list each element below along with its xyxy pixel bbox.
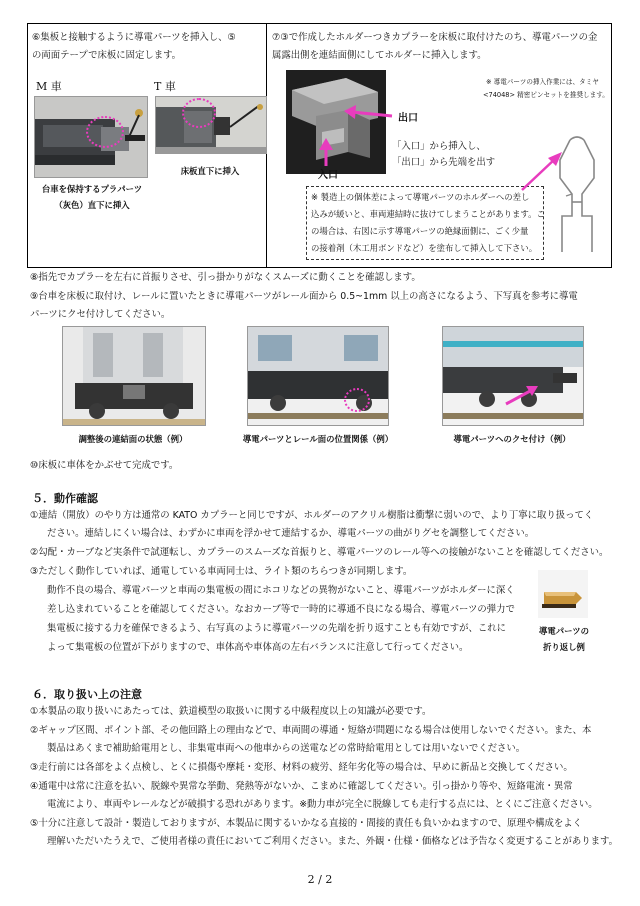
section5-p3-body-2: 差し込まれていることを確認してください。なおカーブ等で一時的に導通不良になる場合、導電パーツの弾力で — [47, 604, 515, 615]
step6-line1: ⑥集板と接触するように導電パーツを挿入し、⑤ — [32, 32, 236, 43]
section6-item-1: ①本製品の取り扱いにあたっては、鉄道模型の取扱いに関する中級程度以上の知識が必要です。 — [30, 706, 432, 717]
section5-p3: ③ただしく動作していれば、通電している車両同士は、ライト類のちらつきが同期します。 — [30, 566, 413, 577]
exit-arrow — [340, 100, 400, 126]
page-number: 2 / 2 — [307, 873, 333, 886]
insert-note-1: 「入口」から挿入し、 — [392, 141, 486, 152]
step6-line2: の両面テープで床板に固定します。 — [32, 50, 182, 61]
section5-p3-body-1: 動作不良の場合、導電パーツと車両の集電板の間にホコリなどの異物がないこと、導電パーツがホルダーに深く — [47, 585, 515, 596]
photo-caption-2: 導電パーツとレール面の位置関係（例） — [242, 434, 394, 444]
step9-line1: ⑨台車を床板に取付け、レールに置いたときに導電パーツがレール面から 0.5~1mm 以上の高さになるよう、下写真を参考に導電 — [30, 291, 578, 302]
section5-p1-line1: ①連結（開放）のやり方は通常の KATO カプラーと同じですが、ホルダーのアクリル樹脂は衝撃に弱いので、より丁寧に取り扱ってく — [30, 510, 594, 521]
m-car-caption-2: （灰色）直下に挿入 — [54, 200, 130, 210]
section6-item-5b: 理解いただいたうえで、ご使用者様の責任においてご利用ください。また、外観・仕様・価格などは予告なく変更することがあります。 — [47, 836, 618, 847]
m-car-highlight — [86, 116, 124, 148]
section6-item-3: ③走行前には各部をよく点検し、とくに損傷や摩耗・変形、材料の疲労、経年劣化等の場合は、早めに新品と交換してください。 — [30, 762, 573, 773]
step8: ⑧指先でカプラーを左右に首振りさせ、引っ掛かりがなくスムーズに動くことを確認します。 — [30, 272, 421, 283]
section6-item-4: ④通電中は常に注意を払い、脱線や異常な挙動、発熱等がないか、こまめに確認してください。引っ掛かり等や、短絡電流・異常 — [30, 781, 573, 792]
glue-note-1: ※ 製造上の個体差によって導電パーツのホルダーへの差し — [311, 192, 530, 202]
section6-heading: ６．取り扱い上の注意 — [32, 688, 142, 701]
glue-note-3: の場合は、右図に示す導電パーツの絶縁面側に、ごく少量 — [311, 226, 529, 236]
section5-p3-body-3: 集電板に接する力を確保できるよう、右写真のように導電パーツの先端を折り返すことも有効ですが、これに — [47, 623, 507, 634]
entry-arrow — [314, 136, 338, 170]
t-car-label: T 車 — [154, 80, 176, 93]
photo-caption-3: 導電パーツへのクセ付け（例） — [453, 434, 571, 444]
tool-note-2: <74048> 精密ピンセットを推奨します。 — [483, 91, 609, 99]
section5-p2: ②勾配・カーブなど実条件で試運転し、カプラーのスムーズな首振りと、導電パーツのレール等への接触がないことを確認してください。 — [30, 547, 609, 558]
t-car-caption: 床板直下に挿入 — [180, 166, 240, 176]
section5-heading: ５．動作確認 — [32, 492, 98, 505]
tool-note-1: ※ 導電パーツの挿入作業には、タミヤ — [486, 78, 599, 86]
glue-note-2: 込みが緩いと、車両連結時に抜けてしまうことがあります。こ — [311, 209, 545, 219]
entry-label: 入口 — [318, 170, 338, 181]
rail-position-highlight — [344, 388, 370, 412]
photo-rail-position — [247, 326, 389, 426]
m-car-label: M 車 — [36, 80, 62, 93]
glue-pointer-arrow — [516, 148, 566, 194]
fold-example-photo — [538, 570, 588, 618]
section6-item-4b: 電流により、車両やレールなどが破損する恐れがあります。※動力車が完全に脱線しても走行する点には、とくにご注意ください。 — [47, 799, 598, 810]
bending-pointer-arrow — [502, 382, 542, 410]
t-car-highlight — [182, 98, 216, 128]
fold-caption-2: 折り返し例 — [543, 642, 585, 652]
section6-item-2: ②ギャップ区間、ポイント部、その他回路上の理由などで、車両間の導通・短絡が問題になる場合は使用しないでください。また、本 — [30, 725, 592, 736]
insert-note-2: 「出口」から先端を出す — [392, 157, 496, 168]
photo-coupling-face — [62, 326, 206, 426]
step7-line1: ⑦③で作成したホルダーつきカプラーを床板に取付けたのち、導電パーツの金 — [272, 32, 598, 43]
m-car-caption-1: 台車を保持するプラパーツ — [41, 184, 143, 194]
step9-line2: パーツにクセ付けしてください。 — [30, 309, 171, 320]
section5-p1-line2: ださい。連結しにくい場合は、わずかに車両を浮かせて連結するか、導電パーツの曲がりグセを調整してください。 — [47, 528, 535, 539]
section6-item-2b: 製品はあくまで補助給電用とし、非集電車両への他車からの送電などの常時給電用としては用いないでください。 — [47, 743, 526, 754]
exit-label: 出口 — [398, 113, 418, 124]
fold-caption-1: 導電パーツの — [539, 626, 589, 636]
section5-p3-body-4: よって集電板の位置が下がりますので、車体高や車体高の左右バランスに注意して行ってください。 — [47, 642, 469, 653]
photo-part-bending — [442, 326, 584, 426]
photo-caption-1: 調整後の連結面の状態（例） — [78, 434, 188, 444]
section6-item-5: ⑤十分に注意して設計・製造しておりますが、本製品に関するいかなる直接的・間接的責任も負いかねますので、原理や構成をよく — [30, 818, 582, 829]
glue-note-4: の接着剤（木工用ボンドなど）を塗布して挿入して下さい。 — [311, 243, 538, 253]
step10: ⑩床板に車体をかぶせて完成です。 — [30, 460, 179, 471]
step7-line2: 属露出側を連結面側にしてホルダーに挿入します。 — [272, 50, 487, 61]
